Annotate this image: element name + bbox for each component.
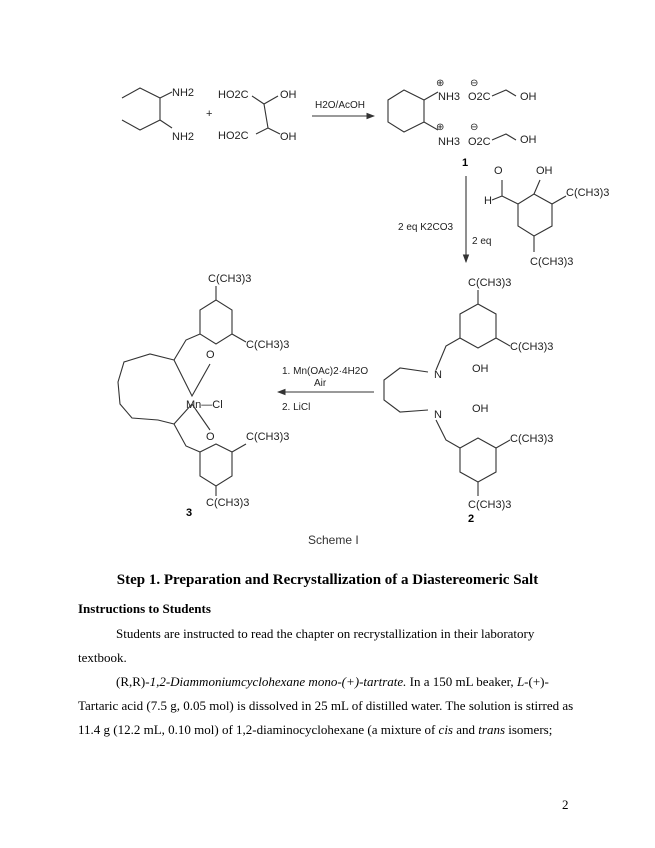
aldehyde-h: H	[484, 195, 492, 207]
paragraph-2-text-b: -(+)-Tartaric acid (7.5 g, 0.05 mol) is dissolved in 25 mL of distilled water. The solution is stirred as 11.4 g (12.2 mL, 0.10 mol) of 1,2-diaminocyclohexane (a mixture of	[78, 674, 574, 737]
paragraph-2	[78, 670, 578, 742]
paragraph-2-text-d: isomers;	[505, 722, 553, 737]
ligand-n-lower: N	[434, 409, 442, 421]
tartaric-co2h-upper: HO2C	[218, 89, 249, 101]
salt-charge-plus-lower: ⊕	[436, 122, 445, 133]
paragraph-2-cis: cis	[438, 722, 453, 737]
complex-o-lower: O	[206, 431, 215, 443]
diamine-nh2-lower: NH2	[172, 131, 195, 143]
compound-label-2: 2	[468, 513, 475, 525]
aldehyde-structure	[484, 165, 609, 268]
aldehyde-tbu-upper: C(CH3)3	[566, 187, 610, 199]
salt-oh-lower: OH	[520, 134, 537, 146]
tartaric-oh-upper: OH	[280, 89, 297, 101]
plus-sign: +	[206, 108, 213, 120]
salt-nh3-upper: NH3	[438, 91, 461, 103]
salt-oh-upper: OH	[520, 91, 537, 103]
aldehyde-tbu-lower: C(CH3)3	[530, 256, 574, 268]
scheme-caption: Scheme I	[308, 533, 359, 547]
ligand-n-upper: N	[434, 369, 442, 381]
salt-charge-minus: ⊖	[470, 78, 479, 89]
ligand-tbu-bottom: C(CH3)3	[468, 499, 512, 511]
compound-label-3: 3	[186, 507, 193, 519]
complex-mn-cl: Mn—Cl	[186, 399, 223, 411]
metal-step-air: Air	[314, 378, 327, 389]
tartaric-oh-lower: OH	[280, 131, 297, 143]
paragraph-2-trans: trans	[478, 722, 506, 737]
salt-o2c-upper: O2C	[468, 91, 491, 103]
subheading: Instructions to Students	[78, 601, 211, 616]
metal-step-label-2: 2. LiCl	[282, 402, 311, 413]
ligand-oh-upper: OH	[472, 363, 489, 375]
paragraph-2-l: L	[516, 674, 525, 689]
ligand-structure	[384, 277, 553, 511]
aldehyde-oh: OH	[536, 165, 553, 177]
page-number: 2	[562, 797, 569, 812]
salt-charge-minus-lower: ⊖	[470, 122, 479, 133]
salt-charge-plus: ⊕	[436, 78, 445, 89]
arrow-step-1-label: H2O/AcOH	[315, 100, 366, 111]
salt-o2c-lower: O2C	[468, 136, 491, 148]
metal-step-label-1: 1. Mn(OAc)2·4H2O	[282, 366, 369, 377]
compound-label-1: 1	[462, 157, 469, 169]
ligand-oh-lower: OH	[472, 403, 489, 415]
ligand-tbu-mid-upper: C(CH3)3	[510, 341, 554, 353]
tartaric-co2h-lower: HO2C	[218, 130, 249, 142]
complex-tbu-bottom: C(CH3)3	[206, 497, 250, 509]
complex-tbu-mid-lower: C(CH3)3	[246, 431, 290, 443]
ligand-tbu-top: C(CH3)3	[468, 277, 512, 289]
salt-structure	[388, 78, 537, 148]
paragraph-2-text-c: and	[453, 722, 479, 737]
tartaric-acid-structure	[218, 89, 297, 143]
diamine-nh2-upper: NH2	[172, 87, 195, 99]
complex-o-upper: O	[206, 349, 215, 361]
salt-nh3-lower: NH3	[438, 136, 461, 148]
paragraph-2-prefix: (R,R)-	[116, 674, 150, 689]
paragraph-2-text-a: In a 150 mL beaker,	[406, 674, 517, 689]
paragraph-2-title: 1,2-Diammoniumcyclohexane mono-(+)-tartrate.	[149, 674, 407, 689]
paragraph-1	[78, 622, 578, 670]
complex-tbu-mid-upper: C(CH3)3	[246, 339, 290, 351]
aldehyde-o: O	[494, 165, 503, 177]
ligand-tbu-mid-lower: C(CH3)3	[510, 433, 554, 445]
eq-label: 2 eq	[472, 236, 492, 247]
paragraph-1-text: Students are instructed to read the chapter on recrystallization in their laboratory textbook.	[78, 626, 535, 665]
complex-structure	[118, 273, 289, 509]
diamine-structure	[122, 87, 194, 143]
section-heading: Step 1. Preparation and Recrystallization of a Diastereomeric Salt	[116, 572, 539, 588]
base-label: 2 eq K2CO3	[398, 222, 454, 233]
complex-tbu-top: C(CH3)3	[208, 273, 252, 285]
